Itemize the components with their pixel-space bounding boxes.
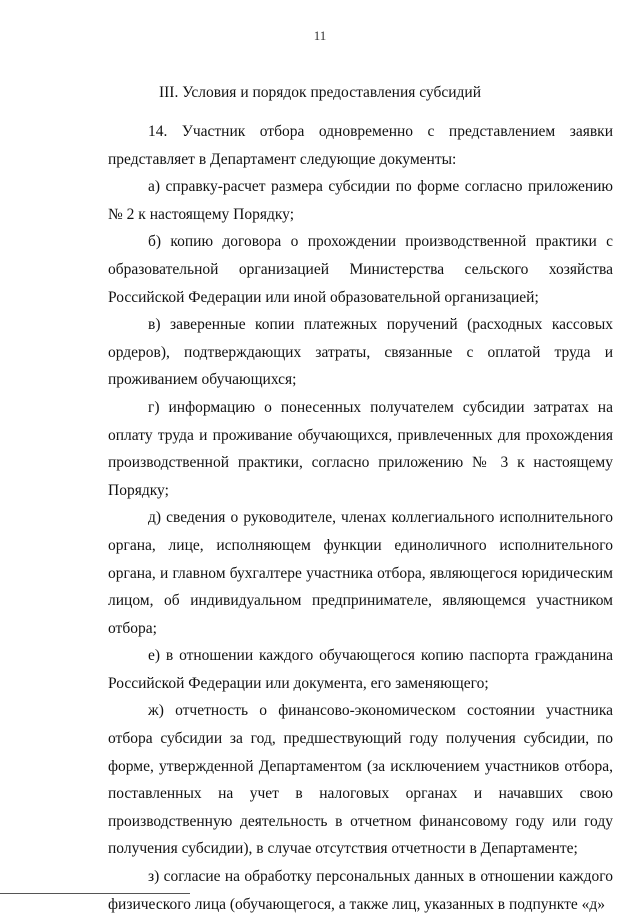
paragraph-v: в) заверенные копии платежных поручений (расходных кассовых ордеров), подтверждающих затраты, связанные с оплатой труда и проживанием обучающихся; (108, 316, 613, 389)
document-body (108, 118, 613, 918)
page-number: 11 (313, 28, 327, 43)
section-heading: III. Условия и порядок предоставления субсидий (158, 84, 481, 101)
paragraph-14: 14. Участник отбора одновременно с представлением заявки представляет в Департамент следующие документы: (108, 123, 613, 168)
footer-divider (0, 893, 190, 894)
paragraph-a: а) справку-расчет размера субсидии по форме согласно приложению № 2 к настоящему Порядку; (108, 178, 613, 223)
paragraph-zh: ж) отчетность о финансово-экономическом состоянии участника отбора субсидии за год, предшествующий году получения субсидии, по форме, утвержденной Департаментом (за исключением участников отбора, поставленных на учет в налоговых органах и начавших свою производственную деятельность в отчетном финансовому году или году получения субсидии), в случае отсутствия отчетности в Департаменте; (108, 702, 613, 858)
paragraph-e: е) в отношении каждого обучающегося копию паспорта гражданина Российской Федерации или документа, его заменяющего; (108, 647, 613, 692)
paragraph-g: г) информацию о понесенных получателем субсидии затратах на оплату труда и проживание обучающихся, привлеченных для прохождения производственной практики, согласно приложению № 3 к настоящему Порядку; (108, 398, 613, 499)
paragraph-b: б) копию договора о прохождении производственной практики с образовательной организацией Министерства сельского хозяйства Российской Федерации или иной образовательной организацией; (108, 233, 613, 306)
paragraph-z: з) согласие на обработку персональных данных в отношении каждого физического лица (обучающегося, а также лиц, указанных в подпункте «д» (108, 868, 613, 913)
paragraph-d: д) сведения о руководителе, членах коллегиального исполнительного органа, лице, исполняющем функции единоличного исполнительного органа, и главном бухгалтере участника отбора, являющегося юридическим лицом, об индивидуальном предпринимателе, являющемся участником отбора; (108, 509, 613, 637)
